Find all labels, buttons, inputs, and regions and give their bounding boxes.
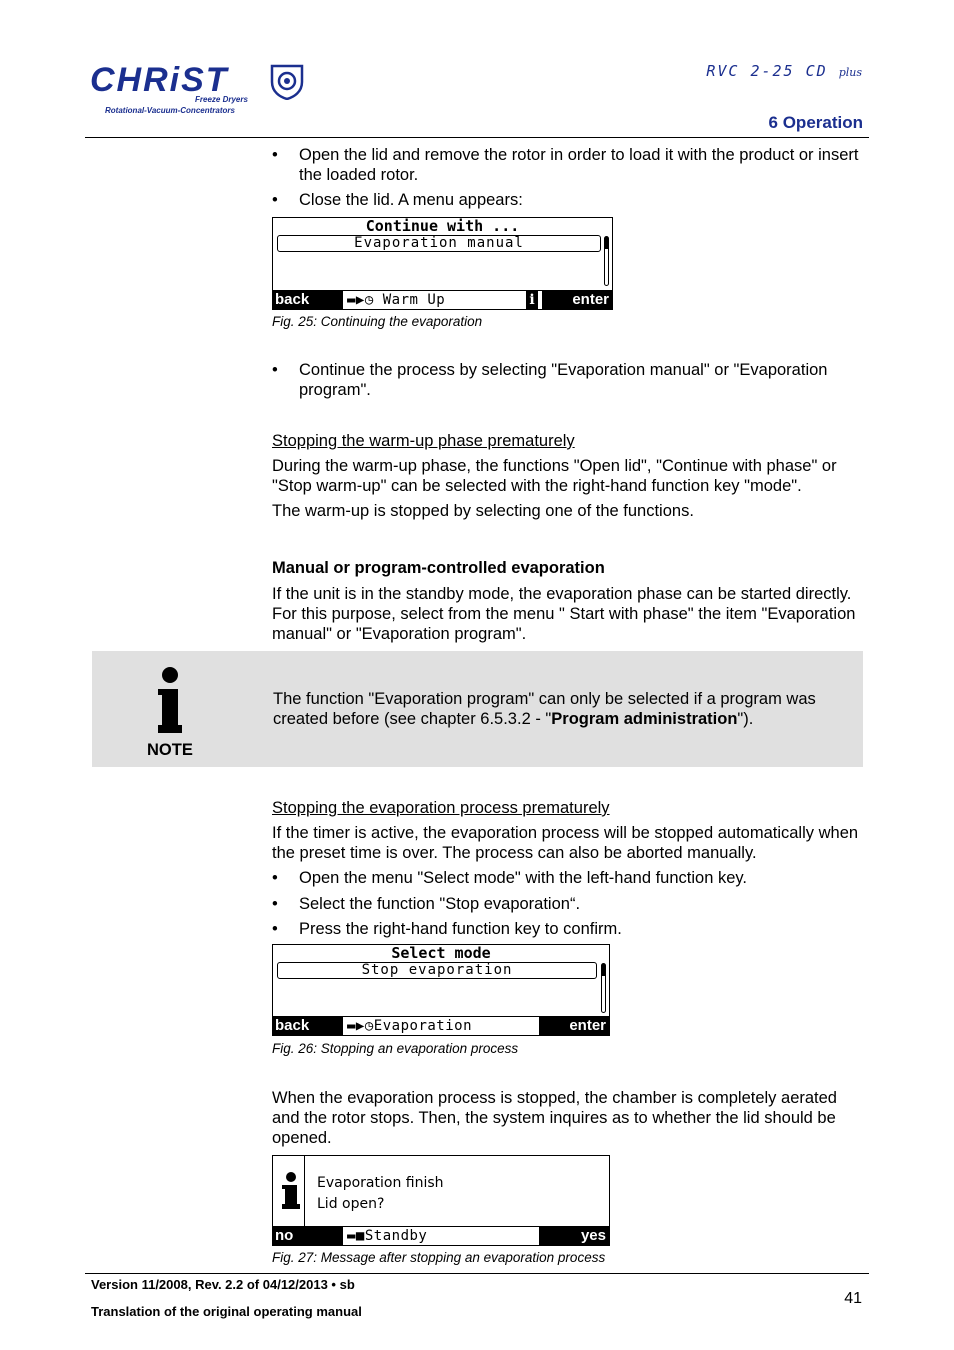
- heading-stopping-evaporation: Stopping the evaporation process prematurely: [272, 799, 610, 817]
- door-icon: ▬▶: [347, 1018, 365, 1034]
- display-back-key: back: [273, 1017, 343, 1035]
- bullet-press-confirm: • Press the right-hand function key to confirm.: [272, 920, 622, 938]
- display-title: Continue with ...: [365, 217, 520, 235]
- christ-logo-wordmark: [90, 60, 265, 100]
- bullet-open-select-mode: • Open the menu "Select mode" with the left-hand function key.: [272, 869, 747, 887]
- display-enter-key: enter: [539, 1017, 609, 1035]
- note-reference: Program administration: [551, 710, 738, 728]
- door-icon: ▬■: [347, 1228, 365, 1244]
- display-scrollbar: [604, 236, 609, 286]
- model-name: RVC 2-25 CD plus: [706, 62, 862, 80]
- note-label: NOTE: [147, 741, 193, 759]
- heading-stopping-warmup: Stopping the warm-up phase prematurely: [272, 432, 575, 450]
- display-enter-key: enter: [542, 291, 612, 309]
- display-status: ▬▶◷Evaporation: [347, 1018, 473, 1034]
- display-no-key: no: [273, 1227, 343, 1245]
- bullet-continue-process: • Continue the process by selecting "Evaporation manual" or "Evaporation program".: [272, 361, 828, 399]
- footer-divider: [85, 1273, 869, 1274]
- display-yes-key: yes: [539, 1227, 609, 1245]
- note-text: The function "Evaporation program" can only be selected if a program was created before (see chapter 6.5.3.2 - "Program administration").: [273, 690, 816, 728]
- footer-translation: Translation of the original operating manual: [91, 1304, 362, 1319]
- figure-caption-25: Fig. 25: Continuing the evaporation: [272, 314, 483, 329]
- figure-caption-27: Fig. 27: Message after stopping an evaporation process: [272, 1250, 606, 1265]
- display-continue-with: [272, 217, 613, 310]
- header-divider: [85, 137, 869, 138]
- bullet-open-lid: • Open the lid and remove the rotor in order to load it with the product or insert the loaded rotor.: [272, 146, 859, 184]
- info-icon: [281, 1172, 301, 1210]
- display-selected-item: Evaporation manual: [277, 235, 601, 252]
- clock-icon: ◷: [364, 292, 374, 308]
- display-message-line1: Evaporation finish: [317, 1175, 444, 1191]
- figure-caption-26: Fig. 26: Stopping an evaporation process: [272, 1041, 519, 1056]
- bullet-select-stop: • Select the function "Stop evaporation“.: [272, 895, 581, 913]
- logo-subtitle-freeze-dryers: Freeze Dryers: [195, 95, 248, 104]
- door-icon: ▬▶: [347, 292, 365, 308]
- logo-text: CHRiST: [90, 61, 229, 99]
- paragraph-timer-active: If the timer is active, the evaporation process will be stopped automatically when the preset time is over. The process can also be aborted manually.: [272, 824, 859, 862]
- paragraph-chamber-aerated: When the evaporation process is stopped, the chamber is completely aerated and the rotor stops. Then, the system inquires as to whether the lid should be opened.: [272, 1089, 837, 1147]
- logo-subtitle-rvc: Rotational-Vacuum-Concentrators: [105, 106, 235, 115]
- info-icon: [158, 667, 182, 735]
- display-message-line2: Lid open?: [317, 1196, 385, 1212]
- paragraph-standby-mode: If the unit is in the standby mode, the evaporation phase can be started directly. For this purpose, select from the menu " Start with phase" the item "Evaporation manual" or "Evaporation program".: [272, 585, 856, 643]
- display-select-mode: [272, 944, 610, 1036]
- footer-version: Version 11/2008, Rev. 2.2 of 04/12/2013 • sb: [91, 1277, 355, 1292]
- display-scrollbar: [601, 963, 606, 1013]
- chapter-title: 6 Operation: [768, 113, 863, 132]
- display-status: ▬▶◷ Warm Up: [347, 292, 446, 308]
- display-status: ▬■Standby: [347, 1228, 428, 1244]
- display-title: Select mode: [391, 944, 491, 962]
- display-evaporation-finish: [272, 1155, 610, 1246]
- clock-icon: ◷: [364, 1018, 374, 1034]
- note-box: [92, 651, 863, 767]
- display-info-key: i: [526, 291, 538, 309]
- christ-emblem-icon: [270, 64, 306, 100]
- display-icon-divider: [304, 1156, 305, 1228]
- heading-manual-program-evaporation: Manual or program-controlled evaporation: [272, 559, 605, 577]
- display-back-key: back: [273, 291, 343, 309]
- bullet-close-lid: • Close the lid. A menu appears:: [272, 191, 523, 209]
- paragraph-warmup-stopped: The warm-up is stopped by selecting one of the functions.: [272, 502, 694, 520]
- paragraph-warmup-functions: During the warm-up phase, the functions "Open lid", "Continue with phase" or "Stop warm-up" can be selected with the right-hand function key "mode".: [272, 457, 837, 495]
- page-number: 41: [844, 1290, 862, 1307]
- display-selected-item: Stop evaporation: [277, 962, 597, 979]
